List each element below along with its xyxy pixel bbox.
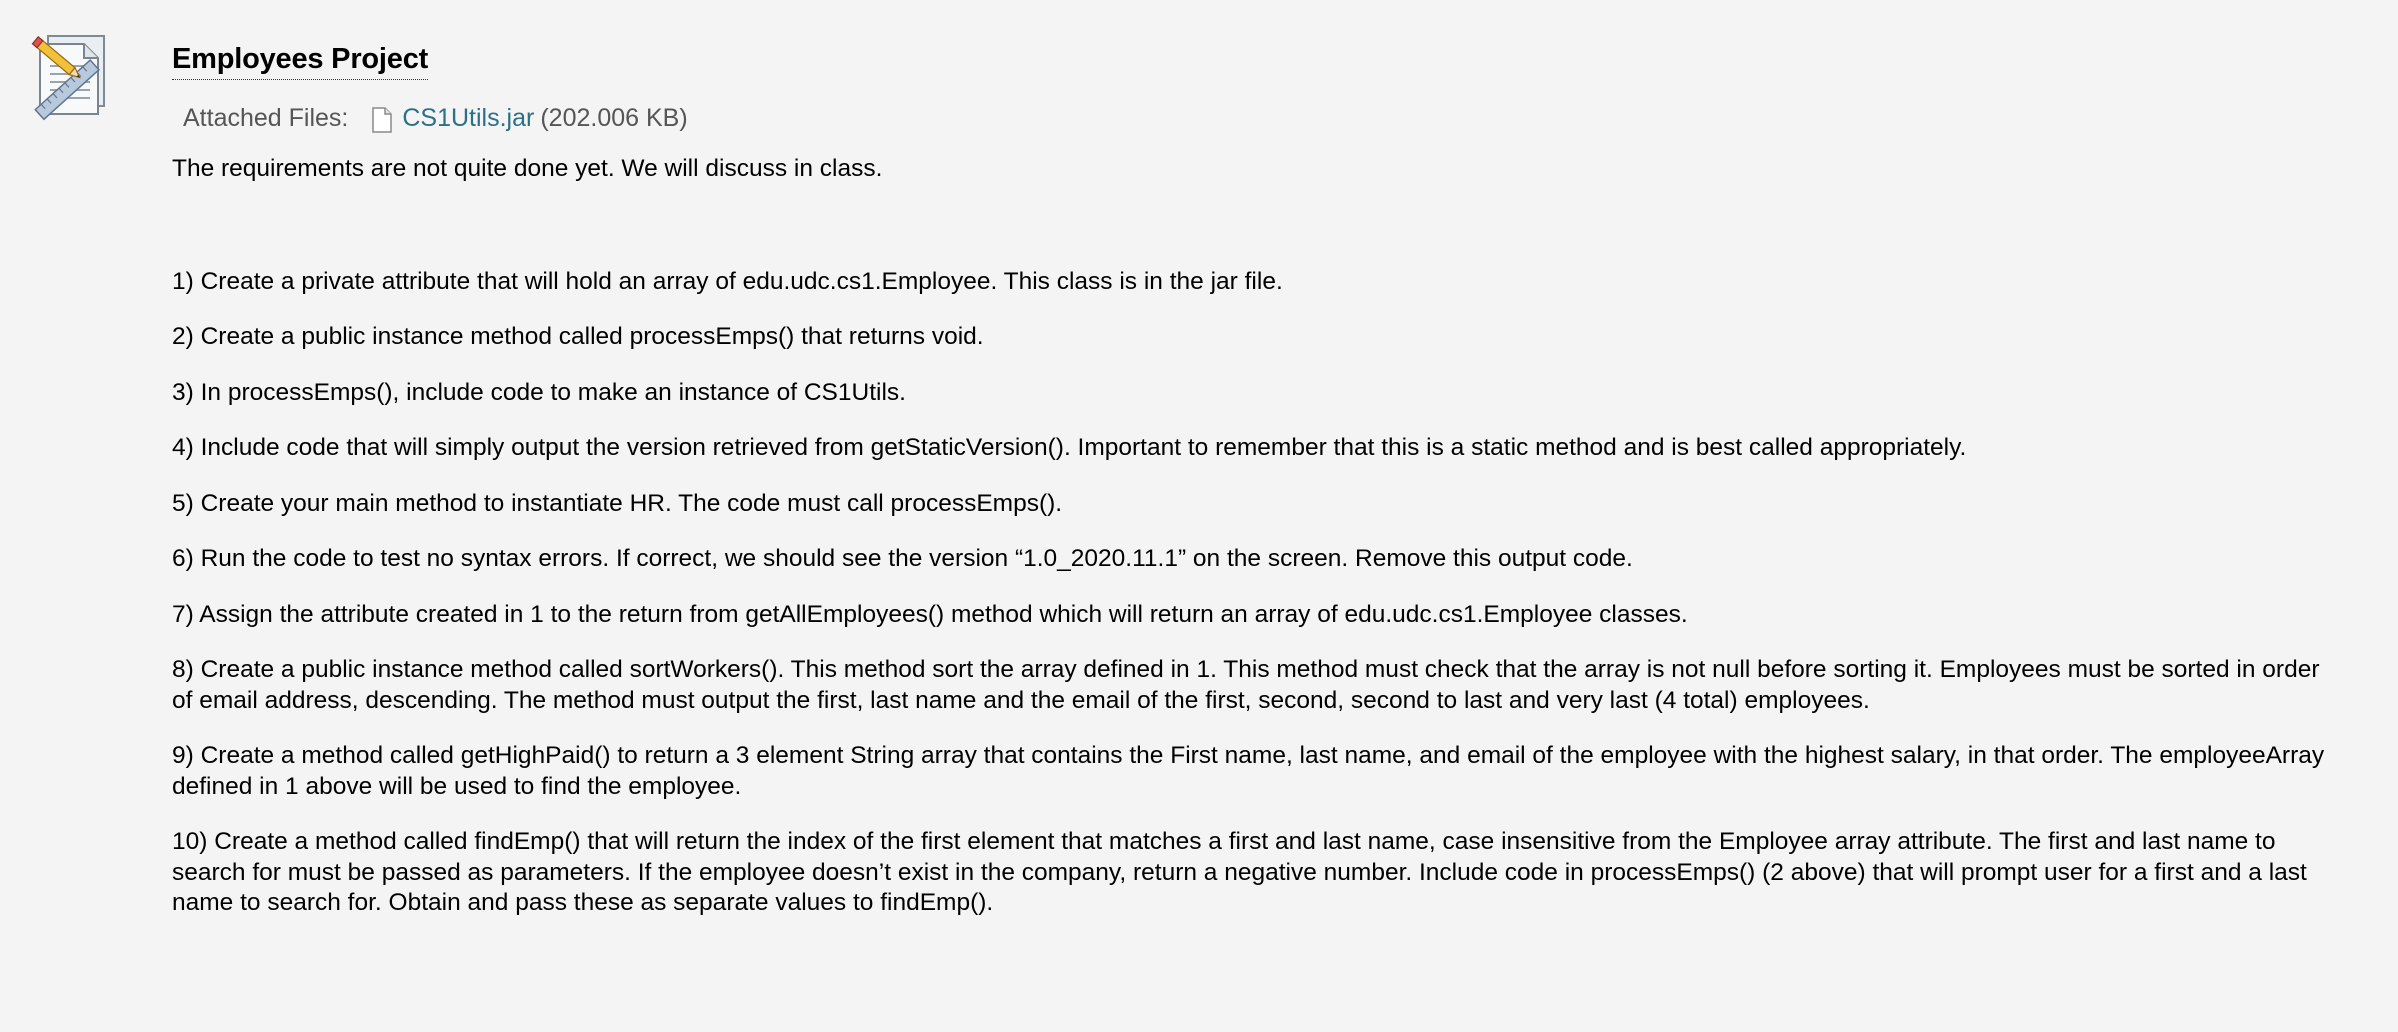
requirement-step-5: 5) Create your main method to instantiate HR. The code must call processEmps(). <box>172 489 1063 517</box>
requirement-step-7: 7) Assign the attribute created in 1 to the return from getAllEmployees() method which will return an array of edu.udc.cs1.Employee classes. <box>172 600 1688 628</box>
requirement-step-10: 10) Create a method called findEmp() that will return the index of the first element that matches a first and last name, case insensitive from the Employee array attribute. The first and last name to search for must be passed as parameters. If the employee doesn’t exist in the company, return a negative number. Include code in processEmps() (2 above) that will prompt user for a first and a last name to search for. Obtain and pass these as separate values to findEmp(). <box>172 828 2307 916</box>
requirement-step-3: 3) In processEmps(), include code to make an instance of CS1Utils. <box>172 378 906 406</box>
intro-text: The requirements are not quite done yet. We will discuss in class. <box>172 155 883 182</box>
item-content <box>172 40 2352 944</box>
file-icon <box>372 107 392 133</box>
requirements-list <box>172 267 2352 919</box>
attached-files-label: Attached Files: <box>183 104 349 132</box>
requirement-step-6: 6) Run the code to test no syntax errors. If correct, we should see the version “1.0_2020.11.1” on the screen. Remove this output code. <box>172 545 1633 572</box>
requirement-step-2: 2) Create a public instance method called processEmps() that returns void. <box>172 323 984 350</box>
requirement-step-4: 4) Include code that will simply output the version retrieved from getStaticVersion(). Important to remember that this is a static method and is best called appropriately. <box>172 434 1967 461</box>
requirement-step-9: 9) Create a method called getHighPaid() to return a 3 element String array that contains the First name, last name, and email of the employee with the highest salary, in that order. The employeeArray defined in 1 above will be used to find the employee. <box>172 742 2325 800</box>
assignment-icon <box>28 30 114 126</box>
attachment-size: (202.006 KB) <box>540 104 688 132</box>
item-title[interactable]: Employees Project <box>172 40 428 80</box>
requirement-step-1: 1) Create a private attribute that will hold an array of edu.udc.cs1.Employee. This class is in the jar file. <box>172 267 1283 295</box>
attachment-link[interactable]: CS1Utils.jar <box>402 104 535 132</box>
requirement-step-8: 8) Create a public instance method called sortWorkers(). This method sort the array defined in 1. This method must check that the array is not null before sorting it. Employees must be sorted in order of email address, descending. The method must output the first, last name and the email of the first, second, second to last and very last (4 total) employees. <box>172 656 2320 714</box>
attached-files <box>183 102 2352 134</box>
